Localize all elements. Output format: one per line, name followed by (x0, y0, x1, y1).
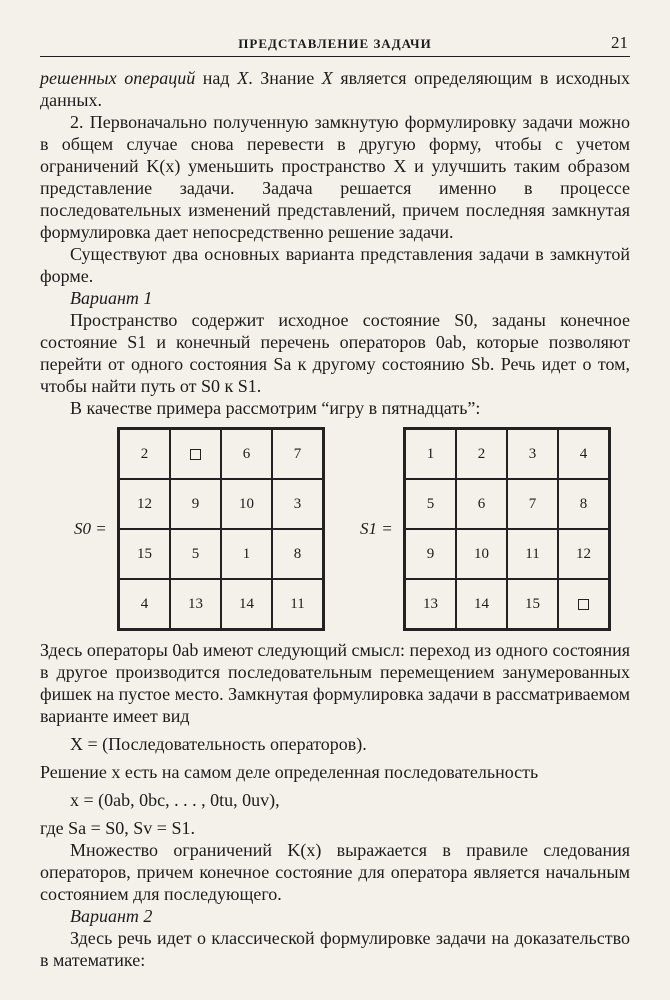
s0-cell: 3 (272, 479, 323, 529)
s0-cell: 5 (170, 529, 221, 579)
s1-cell: 14 (456, 579, 507, 629)
s1-cell: 3 (507, 429, 558, 479)
paragraph-7: Решение x есть на самом деле определенная последовательность (40, 762, 539, 782)
header-title: ПРЕДСТАВЛЕНИЕ ЗАДАЧИ (238, 36, 432, 51)
s1-cell: 2 (456, 429, 507, 479)
var-x: X (321, 68, 333, 88)
s1-cell: 7 (507, 479, 558, 529)
page-number: 21 (611, 33, 628, 52)
paragraph-1 (40, 67, 630, 111)
s0-cell: 6 (221, 429, 272, 479)
s1-cell: 1 (405, 429, 456, 479)
s1-cell: 15 (507, 579, 558, 629)
s0-cell (170, 429, 221, 479)
paragraph-8: где Sa = S0, Sv = S1. (40, 818, 195, 838)
s1-cell: 8 (558, 479, 609, 529)
s0-cell: 15 (119, 529, 170, 579)
text: над (195, 68, 238, 88)
s1-cell (558, 579, 609, 629)
paragraph-2: 2. Первоначально полученную замкнутую формулировку задачи можно в общем случае снова перевести в другую форму, чтобы с учетом ограничений K(x) уменьшить пространство X и улучшить таким образом представление задачи. Задача решается именно в процессе последовательных изменений представлений, причем последняя замкнутая формулировка дает непосредственно решение задачи. (40, 112, 630, 242)
s0-cell: 1 (221, 529, 272, 579)
equation-2: x = (0ab, 0bc, . . . , 0tu, 0uv), (70, 790, 280, 810)
empty-square-icon (578, 599, 589, 610)
s1-cell: 9 (405, 529, 456, 579)
paragraph-3: Существуют два основных варианта представления задачи в замкнутой форме. (40, 244, 630, 286)
italic-term: решенных операций (40, 68, 196, 88)
s0-cell: 12 (119, 479, 170, 529)
s1-label: S1 = (360, 519, 393, 538)
fifteen-puzzle-figure (40, 427, 630, 633)
s1-cell: 13 (405, 579, 456, 629)
s0-cell: 2 (119, 429, 170, 479)
text: является определяющим в исходных данных. (40, 68, 630, 110)
s0-cell: 14 (221, 579, 272, 629)
s0-grid (117, 427, 325, 631)
s1-cell: 12 (558, 529, 609, 579)
s0-cell: 7 (272, 429, 323, 479)
paragraph-5: В качестве примера рассмотрим “игру в пятнадцать”: (70, 398, 481, 418)
s0-cell: 8 (272, 529, 323, 579)
paragraph-4: Пространство содержит исходное состояние S0, заданы конечное состояние S1 и конечный перечень операторов 0ab, которые позволяют перейти от одного состояния Sa к другому состоянию Sb. Речь идет о том, чтобы найти путь от S0 к S1. (40, 310, 630, 396)
s0-cell: 9 (170, 479, 221, 529)
s0-cell: 11 (272, 579, 323, 629)
page (40, 30, 630, 971)
variant-2-heading: Вариант 2 (70, 906, 153, 926)
empty-square-icon (190, 449, 201, 460)
s1-cell: 11 (507, 529, 558, 579)
equation-1: X = (Последовательность операторов). (70, 734, 367, 754)
paragraph-6: Здесь операторы 0ab имеют следующий смысл: переход из одного состояния в другое производится последовательным перемещением занумерованных фишек на пустое место. Замкнутая формулировка задачи в рассматриваемом варианте имеет вид (40, 640, 630, 726)
text: . Знание (248, 68, 322, 88)
variant-1-heading: Вариант 1 (70, 288, 153, 308)
s0-label: S0 = (74, 519, 107, 538)
s1-grid (403, 427, 611, 631)
s0-cell: 4 (119, 579, 170, 629)
var-x: X (237, 68, 249, 88)
s1-cell: 5 (405, 479, 456, 529)
s1-cell: 10 (456, 529, 507, 579)
running-header (40, 30, 630, 57)
s0-cell: 13 (170, 579, 221, 629)
paragraph-9: Множество ограничений K(x) выражается в правиле следования операторов, причем конечное состояние для оператора является начальным состоянием для последующего. (40, 840, 630, 904)
s0-cell: 10 (221, 479, 272, 529)
paragraph-10: Здесь речь идет о классической формулировке задачи на доказательство в математике: (40, 928, 630, 970)
s1-cell: 4 (558, 429, 609, 479)
s1-cell: 6 (456, 479, 507, 529)
